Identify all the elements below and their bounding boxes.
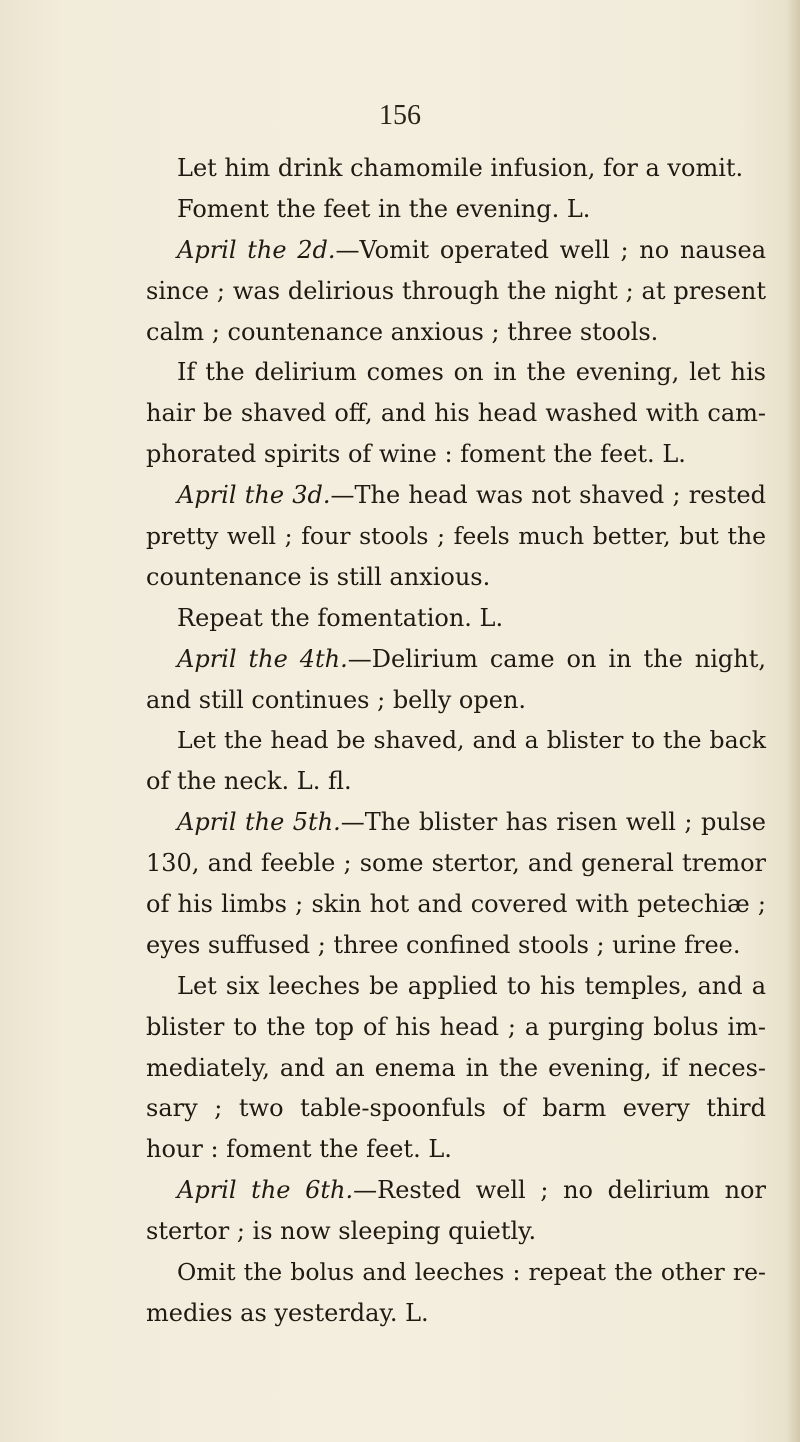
entry-date: April the 3d.: [177, 481, 331, 510]
text-line: Omit the bolus and leeches : repeat the other re-: [177, 1258, 766, 1287]
entry-date: April the 5th.: [177, 808, 341, 837]
text-line: April the 6th.—Rested well ; no delirium nor: [177, 1176, 766, 1205]
text-line: blister to the top of his head ; a purging bolus im-: [146, 1012, 766, 1041]
text-line: Let the head be shaved, and a blister to the back: [177, 726, 766, 755]
text-line: since ; was delirious through the night ; at present: [146, 276, 766, 305]
text-line: phorated spirits of wine : foment the feet. L.: [146, 440, 686, 469]
text-line: stertor ; is now sleeping quietly.: [146, 1217, 537, 1246]
text-line: If the delirium comes on in the evening, let his: [177, 358, 766, 387]
page-text: [146, 148, 766, 1334]
text-line: Foment the feet in the evening. L.: [177, 194, 591, 223]
text-line: 130, and feeble ; some stertor, and general tremor: [146, 849, 766, 878]
page-number: 156: [379, 100, 421, 131]
text-line: Let six leeches be applied to his temples, and a: [177, 971, 766, 1000]
page-edge-shadow: [786, 0, 800, 1442]
text-line: April the 2d.—Vomit operated well ; no nausea: [177, 235, 766, 264]
text-line: April the 5th.—The blister has risen well ; pulse: [177, 808, 766, 837]
entry-date: April the 4th.: [177, 644, 348, 673]
text-line: Let him drink chamomile infusion, for a vomit.: [177, 154, 744, 182]
text-line: April the 3d.—The head was not shaved ; rested: [177, 481, 766, 510]
text-line: countenance is still anxious.: [146, 562, 491, 591]
text-line: calm ; countenance anxious ; three stools.: [146, 317, 659, 346]
entry-date: April the 2d.: [177, 235, 336, 264]
text-line: eyes suffused ; three confined stools ; urine free.: [146, 930, 741, 959]
text-line: sary ; two table-spoonfuls of barm every third: [146, 1094, 766, 1123]
text-line: mediately, and an enema in the evening, if neces-: [146, 1053, 766, 1082]
text-line: hair be shaved off, and his head washed with cam-: [146, 399, 766, 428]
text-line: pretty well ; four stools ; feels much better, but the: [146, 522, 766, 551]
text-line: hour : foment the feet. L.: [146, 1135, 452, 1164]
text-line: April the 4th.—Delirium came on in the night,: [177, 644, 766, 673]
entry-date: April the 6th.: [177, 1176, 354, 1205]
text-line: Repeat the fomentation. L.: [177, 603, 504, 632]
text-line: and still continues ; belly open.: [146, 685, 527, 714]
text-line: of the neck. L. fl.: [146, 767, 352, 796]
text-line: medies as yesterday. L.: [146, 1298, 429, 1327]
text-line: of his limbs ; skin hot and covered with petechiæ ;: [146, 890, 766, 919]
